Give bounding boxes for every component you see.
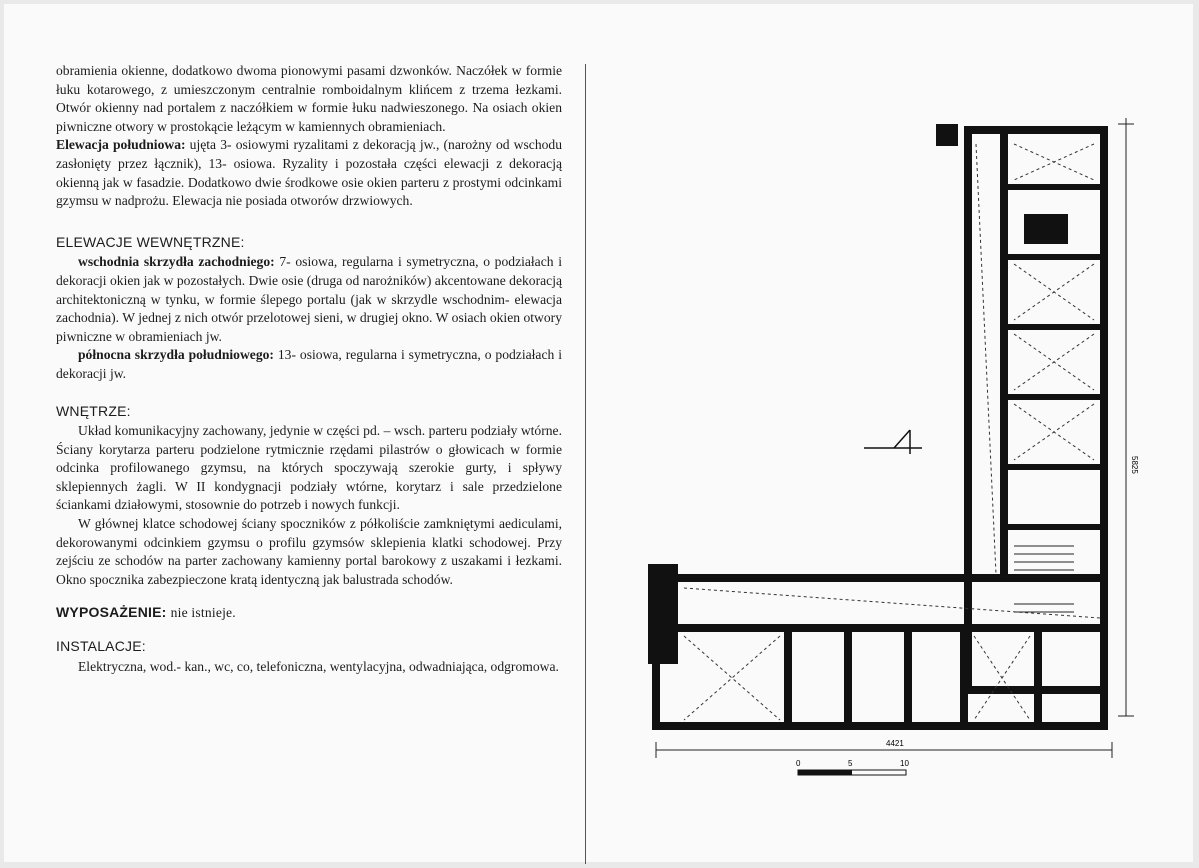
- interior-elevations-heading: ELEWACJE WEWNĘTRZNE:: [56, 233, 245, 250]
- installations-heading: INSTALACJE:: [56, 638, 146, 655]
- horizontal-dimension-label: 4421: [886, 739, 904, 748]
- stair-tower: [936, 124, 958, 146]
- scale-bar: [796, 759, 909, 775]
- east-elevation-text: 7- osiowa, regularna i symetryczna, o podziałach i dekoracji okien jak w pozostałych. Dwie osie (druga od narożników) akcentowane dekoracją architektoniczną w tynku, w formie ślepego portalu (jak w skrzydle wschodnim- elewacja zachodnia). W jednej z nich otwór przelotowej sieni, w drugiej okno. W osiach okien otwory piwniczne w obramieniach jw.: [56, 254, 563, 344]
- north-arrow-icon: [864, 430, 922, 454]
- dark-room-block: [1024, 214, 1068, 244]
- document-page: [4, 4, 1193, 862]
- north-elevation-paragraph: [56, 346, 562, 383]
- interior-heading: WNĘTRZE:: [56, 402, 131, 419]
- column-divider: [585, 64, 586, 864]
- east-elevation-label: wschodnia skrzydła zachodniego:: [78, 254, 275, 270]
- interior-paragraph-1: Układ komunikacyjny zachowany, jedynie w części pd. – wsch. parteru podziały wtórne. Ściany korytarza parteru podzielone rytmicznie rzędami pilastrów o głowicach w formie odcinka profilowanego gzymsu, na których spoczywają szerokie gurty, i spływy sklepiennych żagli. W II kondygnacji podziały wtórne, korytarz i sale przedzielone ściankami działowymi, stosownie do potrzeb i nowych funkcji.: [56, 423, 562, 513]
- scale-label-0: 0: [796, 759, 801, 768]
- scale-label-10: 10: [900, 759, 909, 768]
- scale-label-5: 5: [848, 759, 853, 768]
- equipment-text: nie istnieje.: [170, 605, 236, 621]
- floor-plan: [604, 84, 1164, 804]
- corridor-wall-south: [674, 624, 1104, 632]
- intro-paragraph: obramienia okienne, dodatkowo dwoma pionowymi pasami dzwonków. Naczółek w formie łuku kotarowego, z umieszczonym centralnie romboidalnym klińcem z trzema łezkami. Otwór okienny nad portalem z naczółkiem w formie łuku nadwieszonego. Na osiach okien piwniczne otwory w prostokącie leżącym w kamiennych obramieniach.: [56, 63, 562, 134]
- interior-paragraph-2: W głównej klatce schodowej ściany spoczników z półkoliście zamkniętymi aediculami, dekorowanymi odcinkiem gzymsu o profilu gzymsów sklepienia klatki schodowej. Przy zejściu ze schodów na parter zachowany kamienny portal barokowy z uszakami i łezkami. Okno spocznika zabezpieczone kratą identyczną jak balustrada schodów.: [56, 516, 562, 587]
- floor-plan-drawing: [604, 84, 1164, 804]
- south-elevation-text: ujęta 3- osiowymi ryzalitami z dekoracją jw., (narożny od wschodu zasłonięty przez łącznik), 13- osiowa. Ryzality i pozostała części elewacji z dekoracją okienną jak w fasadzie. Dodatkowo dwie środkowe osie okien parteru z prostymi odcinkami gzymsu w nadprożu. Elewacja nie posiada otworów drzwiowych.: [56, 137, 563, 209]
- north-elevation-label: północna skrzydła południowego:: [78, 347, 274, 363]
- west-projection: [648, 564, 678, 664]
- installations-paragraph: Elektryczna, wod.- kan., wc, co, telefoniczna, wentylacyjna, odwadniająca, odgromowa.: [78, 658, 559, 674]
- north-elevation-text: 13- osiowa, regularna i symetryczna, o podziałach i dekoracji jw.: [56, 347, 562, 381]
- equipment-heading: WYPOSAŻENIE:: [56, 604, 167, 621]
- text-column: [56, 62, 562, 676]
- east-elevation-paragraph: [56, 253, 562, 346]
- south-elevation-label: Elewacja południowa:: [56, 137, 186, 153]
- vertical-dimension-label: 5825: [1130, 456, 1139, 474]
- corridor-wall-east: [1000, 128, 1008, 578]
- equipment-row: [56, 603, 562, 623]
- south-elevation-paragraph: [56, 136, 562, 210]
